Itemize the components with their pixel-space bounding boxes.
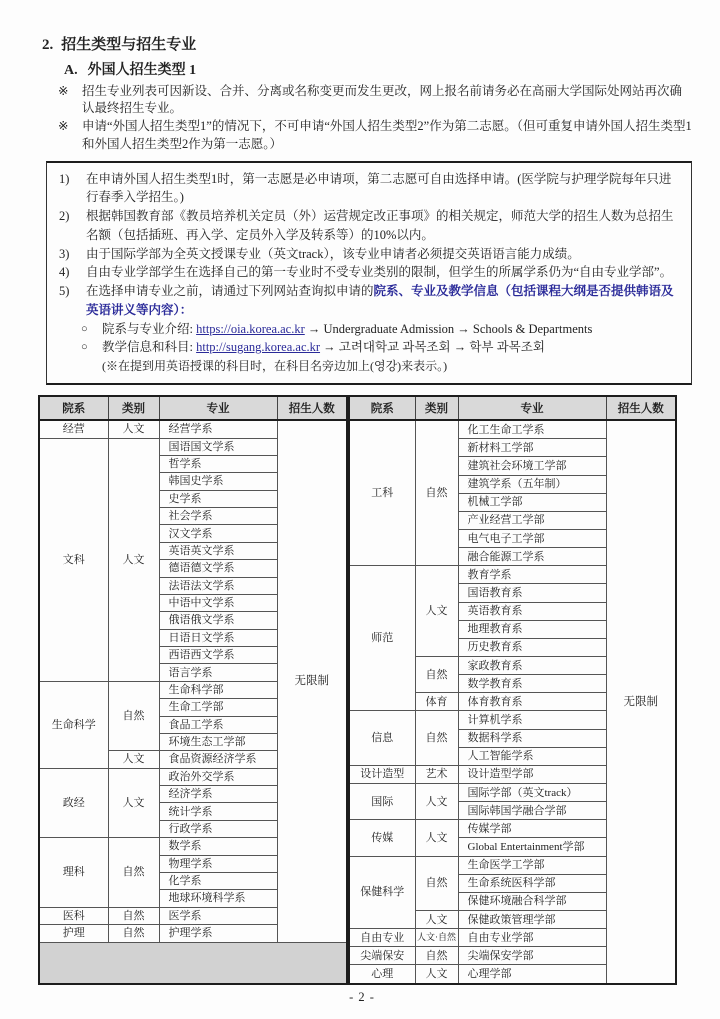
- major-cell: 保健环境融合科学部: [458, 892, 606, 910]
- sugang-link[interactable]: http://sugang.korea.ac.kr: [196, 340, 321, 355]
- category-cell: 自然: [108, 907, 159, 924]
- major-cell: 计算机学系: [458, 711, 606, 729]
- major-cell: 国语教育系: [458, 584, 606, 602]
- link-line: [81, 338, 681, 357]
- section-heading: [42, 36, 694, 56]
- dept-cell: 传媒: [349, 820, 415, 856]
- dept-cell: 理科: [39, 838, 108, 908]
- major-cell: 环境生态工学部: [159, 733, 277, 750]
- box-item: [59, 282, 681, 320]
- major-cell: 地理教育系: [458, 620, 606, 638]
- major-cell: 教育学系: [458, 566, 606, 584]
- box-item: [59, 170, 681, 208]
- item-number: 1): [59, 171, 70, 186]
- major-cell: 心理学部: [458, 965, 606, 984]
- major-cell: 国际学部（英文track）: [458, 784, 606, 802]
- item-number: 3): [59, 246, 70, 261]
- page-number: - 2 -: [349, 990, 375, 1004]
- major-cell: 史学系: [159, 490, 277, 507]
- major-cell: 生命系统医科学部: [458, 874, 606, 892]
- major-cell: 融合能源工学系: [458, 548, 606, 566]
- major-cell: 医学系: [159, 907, 277, 924]
- category-cell: 艺术: [415, 765, 458, 783]
- category-cell: 人文: [415, 965, 458, 984]
- admission-tables: [38, 395, 694, 985]
- category-cell: 人文: [415, 784, 458, 820]
- dept-cell: 设计造型: [349, 765, 415, 783]
- major-cell: 统计学系: [159, 803, 277, 820]
- link-after: → Undergraduate Admission → Schools & Departments: [304, 321, 593, 336]
- category-cell: 自然: [415, 711, 458, 765]
- subsection-title: 外国人招生类型 1: [87, 62, 197, 78]
- major-cell: 日语日文学系: [159, 629, 277, 646]
- column-header: 招生人数: [606, 396, 676, 420]
- category-cell: 自然: [415, 947, 458, 965]
- dept-cell: 心理: [349, 965, 415, 984]
- dept-cell: 尖端保安: [349, 947, 415, 965]
- category-cell: 人文: [415, 566, 458, 657]
- major-cell: 英语英文学系: [159, 542, 277, 559]
- category-cell: 自然: [108, 925, 159, 942]
- major-cell: 尖端保安学部: [458, 947, 606, 965]
- link-note: (※在提到用英语授课的科目时，在科目名旁边加上(영강)来表示。): [102, 359, 448, 373]
- category-cell: 人文: [415, 820, 458, 856]
- item-text: 由于国际学部为全英文授课专业（英文track），该专业申请者必须提交英语语言能力成绩。: [86, 246, 580, 261]
- item-number: 4): [59, 265, 70, 280]
- column-header: 专业: [159, 396, 277, 420]
- major-cell: 生命工学部: [159, 699, 277, 716]
- major-cell: 中语中文学系: [159, 594, 277, 611]
- major-cell: 家政教育系: [458, 657, 606, 675]
- major-cell: 建筑学系（五年制）: [458, 475, 606, 493]
- major-cell: 新材料工学部: [458, 439, 606, 457]
- dept-cell: 师范: [349, 566, 415, 711]
- major-cell: 体育教育系: [458, 693, 606, 711]
- major-cell: 数据科学系: [458, 729, 606, 747]
- major-cell: 产业经营工学部: [458, 511, 606, 529]
- admission-table-right: [348, 395, 677, 985]
- major-cell: 化工生命工学系: [458, 420, 606, 439]
- item-text: 自由专业学部学生在选择自己的第一专业时不受专业类别的限制，但学生的所属学系仍为“自由专业学部”。: [86, 265, 673, 280]
- link-line: [81, 320, 681, 339]
- category-cell: 自然: [415, 657, 458, 693]
- link-label: 院系与专业介绍:: [102, 321, 197, 336]
- filler-row: [39, 942, 347, 984]
- table-header-row: [349, 396, 676, 420]
- major-cell: 生命医学工学部: [458, 856, 606, 874]
- major-cell: 经营学系: [159, 420, 277, 438]
- note-text: 招生专业列表可因新设、合并、分离或名称变更而发生更改，网上报名前请务必在高丽大学国际处网站再次确认最终招生专业。: [82, 83, 683, 116]
- major-cell: 社会学系: [159, 508, 277, 525]
- major-cell: 法语法文学系: [159, 577, 277, 594]
- item-text: 在申请外国人招生类型1时，第一志愿是必申请项，第二志愿可自由选择申请。(医学院与护理学院每年只进行春季入学招生。): [86, 171, 672, 205]
- box-item: [59, 207, 681, 245]
- dept-cell: 国际: [349, 784, 415, 820]
- major-cell: 西语西文学系: [159, 647, 277, 664]
- major-cell: 经济学系: [159, 786, 277, 803]
- category-cell: 自然: [415, 856, 458, 910]
- major-cell: 化学系: [159, 872, 277, 889]
- category-cell: 自然: [415, 420, 458, 566]
- major-cell: 英语教育系: [458, 602, 606, 620]
- major-cell: 传媒学部: [458, 820, 606, 838]
- column-header: 类别: [108, 396, 159, 420]
- major-cell: 德语德文学系: [159, 560, 277, 577]
- major-cell: 语言学系: [159, 664, 277, 681]
- dept-cell: 工科: [349, 420, 415, 566]
- item-number: 5): [59, 284, 70, 298]
- quota-cell: 无限制: [277, 420, 347, 942]
- category-cell: 人文: [108, 768, 159, 838]
- circle-bullet-icon: ○: [81, 322, 88, 335]
- dept-cell: 生命科学: [39, 681, 108, 768]
- column-header: 招生人数: [277, 396, 347, 420]
- major-cell: 机械工学部: [458, 493, 606, 511]
- section-number: 2.: [42, 37, 54, 53]
- item-text-plain: 在选择申请专业之前，请通过下列网站查询拟申请的: [86, 284, 374, 298]
- reference-mark: ※: [58, 119, 69, 133]
- note: [58, 118, 694, 154]
- major-cell: 行政学系: [159, 820, 277, 837]
- item-text: [86, 282, 681, 320]
- column-header: 类别: [415, 396, 458, 420]
- section-title: 招生类型与招生专业: [61, 37, 197, 53]
- table-row: [349, 420, 676, 439]
- category-cell: 人文·自然: [415, 929, 458, 947]
- category-cell: 体育: [415, 693, 458, 711]
- category-cell: 人文: [108, 751, 159, 768]
- category-cell: 自然: [108, 838, 159, 908]
- dept-cell: 护理: [39, 925, 108, 942]
- major-cell: 数学教育系: [458, 675, 606, 693]
- circle-bullet-icon: ○: [81, 341, 88, 354]
- category-cell: 人文: [108, 438, 159, 681]
- note: [58, 83, 694, 119]
- filler-cell: [39, 942, 347, 984]
- major-cell: 建筑社会环境工学部: [458, 457, 606, 475]
- reference-mark: ※: [58, 83, 69, 98]
- dept-cell: 经营: [39, 420, 108, 438]
- major-cell: Global Entertainment学部: [458, 838, 606, 856]
- major-cell: 历史教育系: [458, 638, 606, 656]
- dept-cell: 政经: [39, 768, 108, 838]
- box-item: [59, 245, 681, 264]
- box-item: [59, 263, 681, 282]
- admission-table-left: [38, 395, 348, 985]
- major-cell: 汉文学系: [159, 525, 277, 542]
- major-cell: 俄语俄文学系: [159, 612, 277, 629]
- major-cell: 地球环境科学系: [159, 890, 277, 907]
- category-cell: 人文: [108, 420, 159, 438]
- major-cell: 哲学系: [159, 455, 277, 472]
- category-cell: 人文: [415, 910, 458, 928]
- info-box: [46, 161, 692, 386]
- major-cell: 设计造型学部: [458, 765, 606, 783]
- subsection-number: A.: [64, 62, 78, 78]
- subsection-heading: [64, 59, 694, 79]
- dept-cell: 文科: [39, 438, 108, 681]
- major-cell: 食品工学系: [159, 716, 277, 733]
- major-cell: 国际韩国学融合学部: [458, 802, 606, 820]
- major-cell: 护理学系: [159, 925, 277, 942]
- major-cell: 电气电子工学部: [458, 530, 606, 548]
- major-cell: 保健政策管理学部: [458, 910, 606, 928]
- dept-cell: 自由专业: [349, 929, 415, 947]
- table-row: [39, 420, 347, 438]
- note-text: 申请“外国人招生类型1”的情况下，不可申请“外国人招生类型2”作为第二志愿。（但可重复申请外国人招生类型1和外国人招生类型2作为第一志愿。）: [82, 119, 692, 151]
- dept-cell: 信息: [349, 711, 415, 765]
- major-cell: 生命科学部: [159, 681, 277, 698]
- major-cell: 政治外交学系: [159, 768, 277, 785]
- link-content: [102, 338, 545, 357]
- item-text: 根据韩国教育部《教员培养机关定员（外）运营规定改正事项》的相关规定，师范大学的招生人数为总招生名额（包括插班、再入学、定员外入学及转系等）的10%以内。: [86, 209, 674, 242]
- item-text-emphasis: 院系、专业及教学信息（包括课程大纲是否提供韩语及英语讲义等内容）：: [86, 284, 674, 317]
- oia-link[interactable]: https://oia.korea.ac.kr: [196, 321, 305, 336]
- table-header-row: [39, 396, 347, 420]
- column-header: 院系: [39, 396, 108, 420]
- major-cell: 自由专业学部: [458, 929, 606, 947]
- link-content: [102, 320, 592, 339]
- link-after: → 고려대학교 과목조회 → 학부 과목조회: [320, 340, 545, 355]
- category-cell: 自然: [108, 681, 159, 751]
- major-cell: 数学系: [159, 838, 277, 855]
- major-cell: 国语国文学系: [159, 438, 277, 455]
- major-cell: 食品资源经济学系: [159, 751, 277, 768]
- item-number: 2): [59, 209, 70, 223]
- quota-cell: 无限制: [606, 420, 676, 984]
- major-cell: 物理学系: [159, 855, 277, 872]
- link-label: 教学信息和科目:: [102, 340, 197, 355]
- major-cell: 人工智能学系: [458, 747, 606, 765]
- column-header: 院系: [349, 396, 415, 420]
- dept-cell: 保健科学: [349, 856, 415, 929]
- column-header: 专业: [458, 396, 606, 420]
- major-cell: 韩国史学系: [159, 473, 277, 490]
- dept-cell: 医科: [39, 907, 108, 924]
